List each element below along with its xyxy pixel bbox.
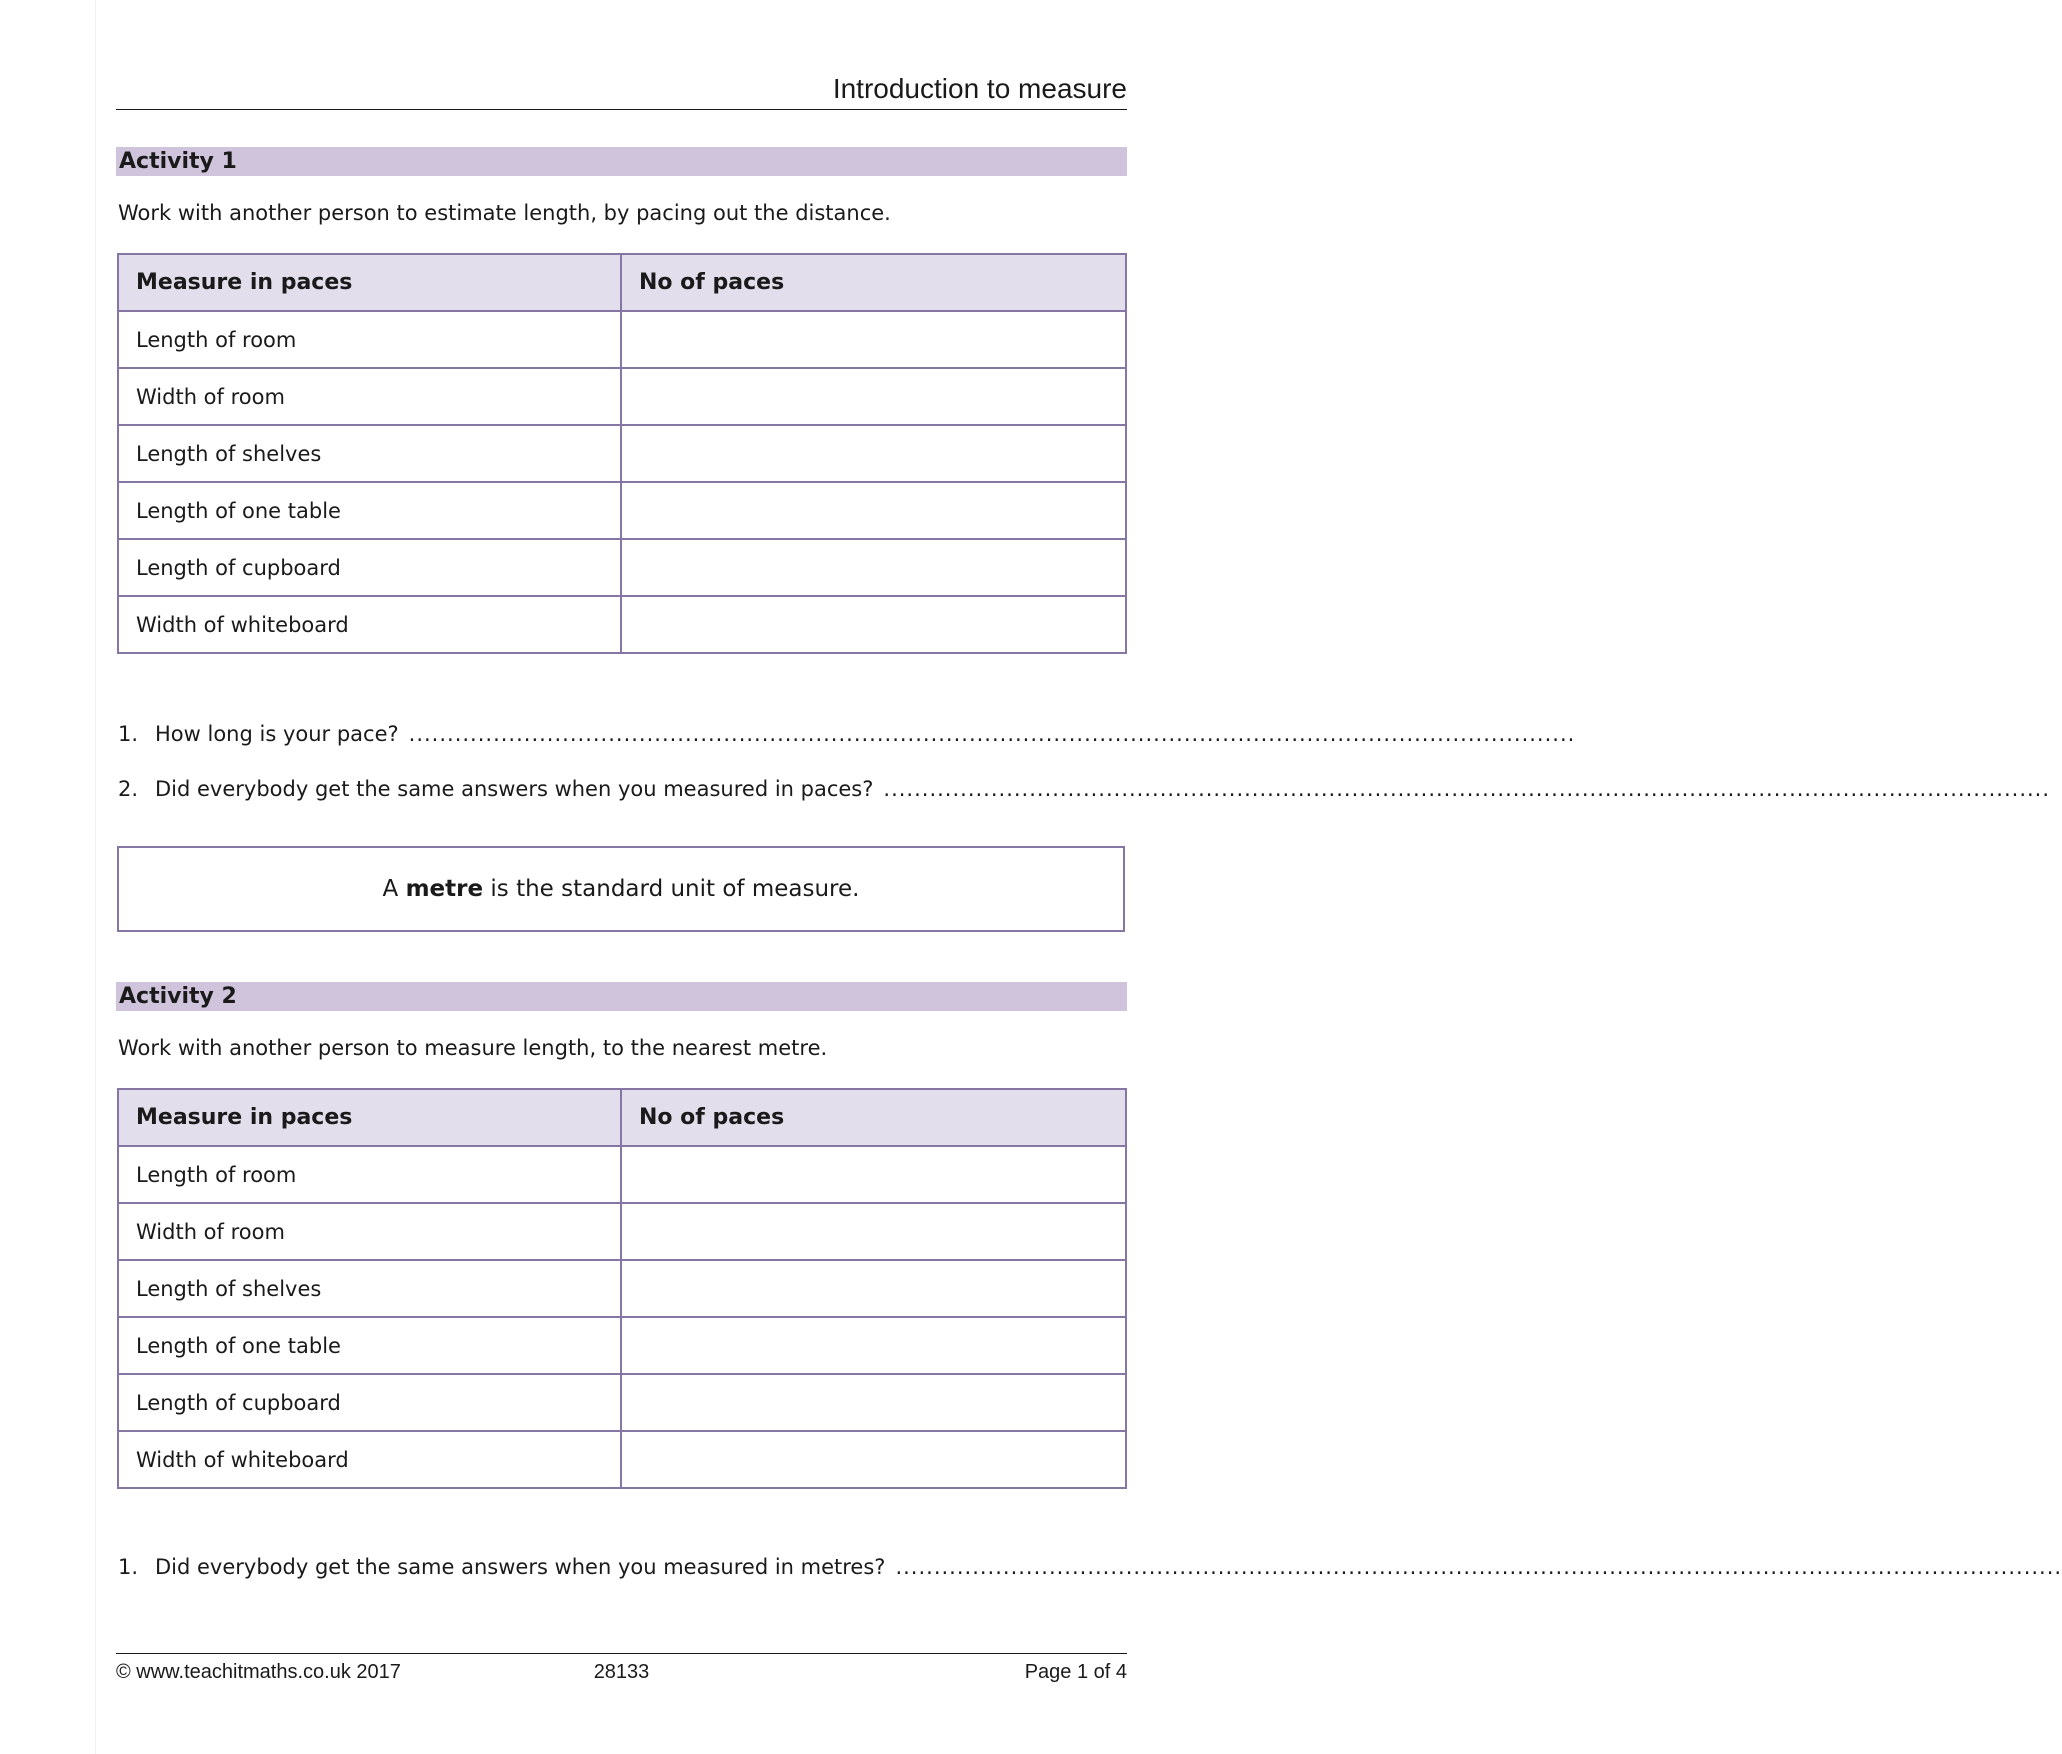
table-row xyxy=(118,425,1126,482)
activity-2-heading: Activity 2 xyxy=(116,982,1127,1011)
activity-1-instruction: Work with another person to estimate length, by pacing out the distance. xyxy=(118,201,891,225)
question-text: Did everybody get the same answers when you measured in metres? xyxy=(155,1555,886,1579)
table-row xyxy=(118,1431,1126,1488)
column-header-measure: Measure in paces xyxy=(118,254,621,311)
answer-line[interactable]: ........................................................................................................................................................ xyxy=(895,1555,2062,1579)
question-number: 2. xyxy=(118,777,139,801)
answer-line[interactable]: ........................................................................................................................................................ xyxy=(408,722,1576,746)
question-number: 1. xyxy=(118,1555,139,1579)
answer-cell[interactable] xyxy=(621,1317,1126,1374)
table-row xyxy=(118,539,1126,596)
row-label: Length of cupboard xyxy=(118,539,621,596)
row-label: Length of shelves xyxy=(118,1260,621,1317)
header-rule xyxy=(116,109,1127,110)
table-row xyxy=(118,1374,1126,1431)
info-prefix: A xyxy=(382,876,406,902)
row-label: Length of cupboard xyxy=(118,1374,621,1431)
activity-1-table xyxy=(117,253,1127,654)
answer-cell[interactable] xyxy=(621,368,1126,425)
row-label: Width of room xyxy=(118,368,621,425)
answer-cell[interactable] xyxy=(621,311,1126,368)
page-margin-line xyxy=(95,0,96,1754)
table-row xyxy=(118,1203,1126,1260)
footer-page-number: Page 1 of 4 xyxy=(1024,1661,1127,1683)
row-label: Width of room xyxy=(118,1203,621,1260)
answer-cell[interactable] xyxy=(621,425,1126,482)
info-suffix: is the standard unit of measure. xyxy=(483,876,860,902)
row-label: Length of room xyxy=(118,1146,621,1203)
table-row xyxy=(118,368,1126,425)
question-text: Did everybody get the same answers when you measured in paces? xyxy=(155,777,874,801)
row-label: Length of shelves xyxy=(118,425,621,482)
page-title: Introduction to measure xyxy=(832,73,1127,104)
row-label: Width of whiteboard xyxy=(118,596,621,653)
answer-cell[interactable] xyxy=(621,1431,1126,1488)
table-header-row xyxy=(118,1089,1126,1146)
activity-1-heading: Activity 1 xyxy=(116,147,1127,176)
column-header-measure: Measure in paces xyxy=(118,1089,621,1146)
row-label: Width of whiteboard xyxy=(118,1431,621,1488)
row-label: Length of one table xyxy=(118,482,621,539)
row-label: Length of one table xyxy=(118,1317,621,1374)
activity-1-question-1 xyxy=(118,720,1576,748)
question-text: How long is your pace? xyxy=(155,722,399,746)
row-label: Length of room xyxy=(118,311,621,368)
activity-2-question-1 xyxy=(118,1553,2062,1581)
column-header-count: No of paces xyxy=(621,254,1126,311)
answer-cell[interactable] xyxy=(621,1146,1126,1203)
footer-copyright: © www.teachitmaths.co.uk 2017 xyxy=(116,1661,401,1683)
table-row xyxy=(118,596,1126,653)
table-row xyxy=(118,1146,1126,1203)
info-box xyxy=(117,846,1125,932)
table-row xyxy=(118,311,1126,368)
activity-2-instruction: Work with another person to measure length, to the nearest metre. xyxy=(118,1036,828,1060)
answer-cell[interactable] xyxy=(621,1260,1126,1317)
answer-cell[interactable] xyxy=(621,1203,1126,1260)
answer-cell[interactable] xyxy=(621,1374,1126,1431)
info-bold-term: metre xyxy=(405,876,484,902)
question-number: 1. xyxy=(118,722,139,746)
activity-2-table xyxy=(117,1088,1127,1489)
footer-code: 28133 xyxy=(593,1661,650,1683)
table-row xyxy=(118,482,1126,539)
table-row xyxy=(118,1317,1126,1374)
answer-line[interactable]: ........................................................................................................................................................ xyxy=(883,777,2051,801)
table-header-row xyxy=(118,254,1126,311)
answer-cell[interactable] xyxy=(621,539,1126,596)
activity-1-question-2 xyxy=(118,775,2051,803)
column-header-count: No of paces xyxy=(621,1089,1126,1146)
answer-cell[interactable] xyxy=(621,596,1126,653)
answer-cell[interactable] xyxy=(621,482,1126,539)
footer-rule xyxy=(116,1653,1127,1654)
table-row xyxy=(118,1260,1126,1317)
